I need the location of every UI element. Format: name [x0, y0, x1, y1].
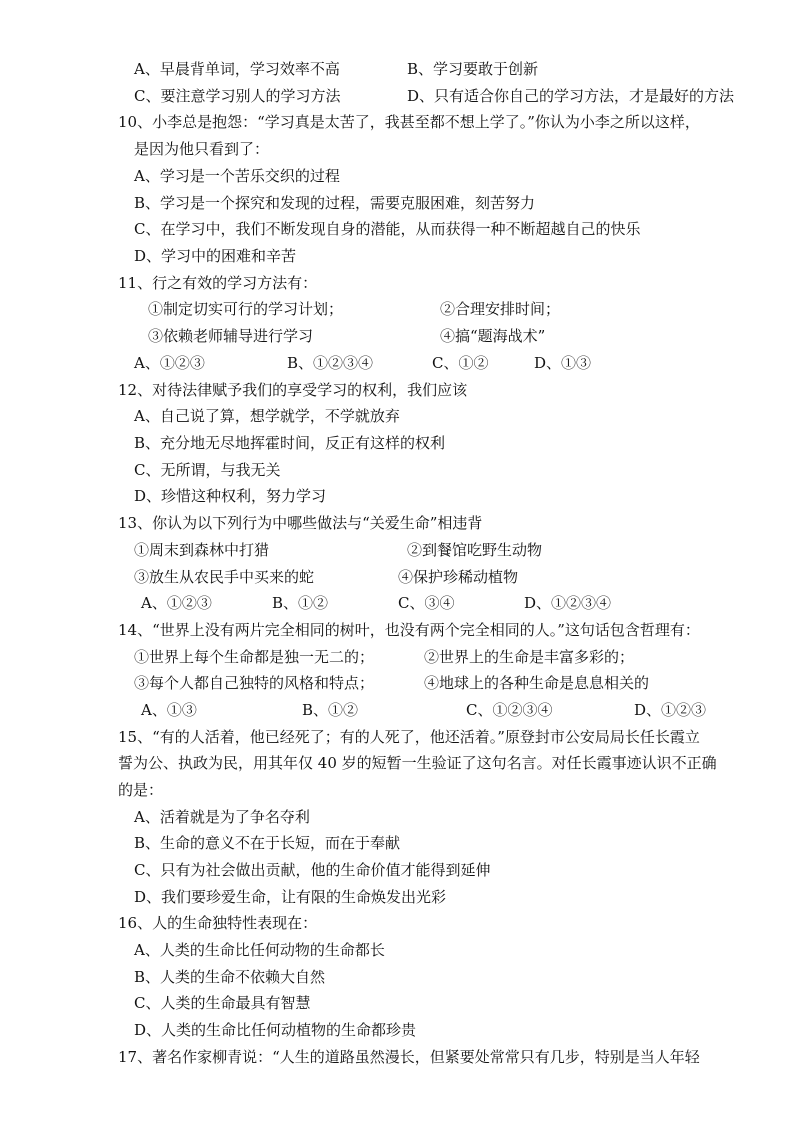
q13-option-b: B、①② — [272, 594, 329, 612]
q9-option-d: D、只有适合你自己的学习方法，才是最好的方法 — [407, 87, 735, 105]
q11-stem: 11、行之有效的学习方法有： — [118, 274, 318, 292]
q13-statement-4: ④保护珍稀动植物 — [398, 568, 519, 586]
q17-stem-line-1: 17、著名作家柳青说：“人生的道路虽然漫长，但紧要处常常只有几步，特别是当人年轻 — [118, 1048, 700, 1066]
q14-option-a: A、①③ — [141, 701, 197, 719]
q14-stem: 14、“世界上没有两片完全相同的树叶，也没有两个完全相同的人。”这句话包含哲理有： — [118, 621, 700, 639]
q15-stem-line-2: 誓为公、执政为民，用其年仅 40 岁的短暂一生验证了这句名言。对任长霞事迹认识不正确 — [118, 754, 717, 772]
q13-option-d: D、①②③④ — [524, 594, 612, 612]
q12-option-c: C、无所谓，与我无关 — [134, 461, 281, 479]
q15-stem-line-3: 的是： — [118, 781, 164, 799]
q10-stem-line-1: 10、小李总是抱怨：“学习真是太苦了，我甚至都不想上学了。”你认为小李之所以这样， — [118, 113, 700, 131]
q16-option-c: C、人类的生命最具有智慧 — [134, 994, 311, 1012]
q9-option-b: B、学习要敢于创新 — [407, 60, 539, 78]
q15-option-c: C、只有为社会做出贡献，他的生命价值才能得到延伸 — [134, 861, 491, 879]
q10-option-b: B、学习是一个探究和发现的过程，需要克服困难，刻苦努力 — [134, 194, 536, 212]
q16-option-d: D、人类的生命比任何动植物的生命都珍贵 — [134, 1021, 417, 1039]
q11-statement-1: ①制定切实可行的学习计划； — [148, 300, 344, 318]
q12-option-b: B、充分地无尽地挥霍时间，反正有这样的权利 — [134, 434, 446, 452]
q14-option-c: C、①②③④ — [466, 701, 553, 719]
q14-statement-3: ③每个人都自己独特的风格和特点； — [134, 674, 375, 692]
q14-option-b: B、①② — [302, 701, 359, 719]
q12-stem: 12、对待法律赋予我们的享受学习的权利，我们应该 — [118, 381, 468, 399]
q16-option-b: B、人类的生命不依赖大自然 — [134, 968, 326, 986]
q14-statement-4: ④地球上的各种生命是息息相关的 — [424, 674, 650, 692]
q11-option-a: A、①②③ — [134, 354, 205, 372]
q10-option-c: C、在学习中，我们不断发现自身的潜能，从而获得一种不断超越自己的快乐 — [134, 220, 641, 238]
q14-option-d: D、①②③ — [634, 701, 707, 719]
q11-option-c: C、①② — [432, 354, 489, 372]
q14-statement-1: ①世界上每个生命都是独一无二的； — [134, 648, 375, 666]
q13-option-a: A、①②③ — [141, 594, 212, 612]
q11-statement-3: ③依赖老师辅导进行学习 — [148, 327, 314, 345]
q13-stem: 13、你认为以下列行为中哪些做法与“关爱生命”相违背 — [118, 514, 483, 532]
q10-stem-line-2: 是因为他只看到了： — [134, 140, 270, 158]
q15-option-b: B、生命的意义不在于长短，而在于奉献 — [134, 834, 401, 852]
q13-statement-3: ③放生从农民手中买来的蛇 — [134, 568, 315, 586]
q13-statement-2: ②到餐馆吃野生动物 — [407, 541, 543, 559]
q9-option-c: C、要注意学习别人的学习方法 — [134, 87, 341, 105]
q14-statement-2: ②世界上的生命是丰富多彩的； — [424, 648, 635, 666]
q9-option-a: A、早晨背单词，学习效率不高 — [134, 60, 340, 78]
q11-option-b: B、①②③④ — [287, 354, 374, 372]
q13-option-c: C、③④ — [398, 594, 455, 612]
q12-option-d: D、珍惜这种权利，努力学习 — [134, 487, 327, 505]
q16-option-a: A、人类的生命比任何动物的生命都长 — [134, 941, 385, 959]
q15-stem-line-1: 15、“有的人活着，他已经死了；有的人死了，他还活着。”原登封市公安局局长任长霞立 — [118, 728, 700, 746]
q11-statement-4: ④搞“题海战术” — [440, 327, 546, 345]
q11-statement-2: ②合理安排时间； — [440, 300, 561, 318]
q13-statement-1: ①周末到森林中打猎 — [134, 541, 270, 559]
q16-stem: 16、人的生命独特性表现在： — [118, 914, 318, 932]
q10-option-d: D、学习中的困难和辛苦 — [134, 247, 297, 265]
q11-option-d: D、①③ — [534, 354, 592, 372]
q15-option-a: A、活着就是为了争名夺利 — [134, 808, 310, 826]
q15-option-d: D、我们要珍爱生命，让有限的生命焕发出光彩 — [134, 888, 447, 906]
q12-option-a: A、自己说了算，想学就学，不学就放弃 — [134, 407, 400, 425]
q10-option-a: A、学习是一个苦乐交织的过程 — [134, 167, 340, 185]
